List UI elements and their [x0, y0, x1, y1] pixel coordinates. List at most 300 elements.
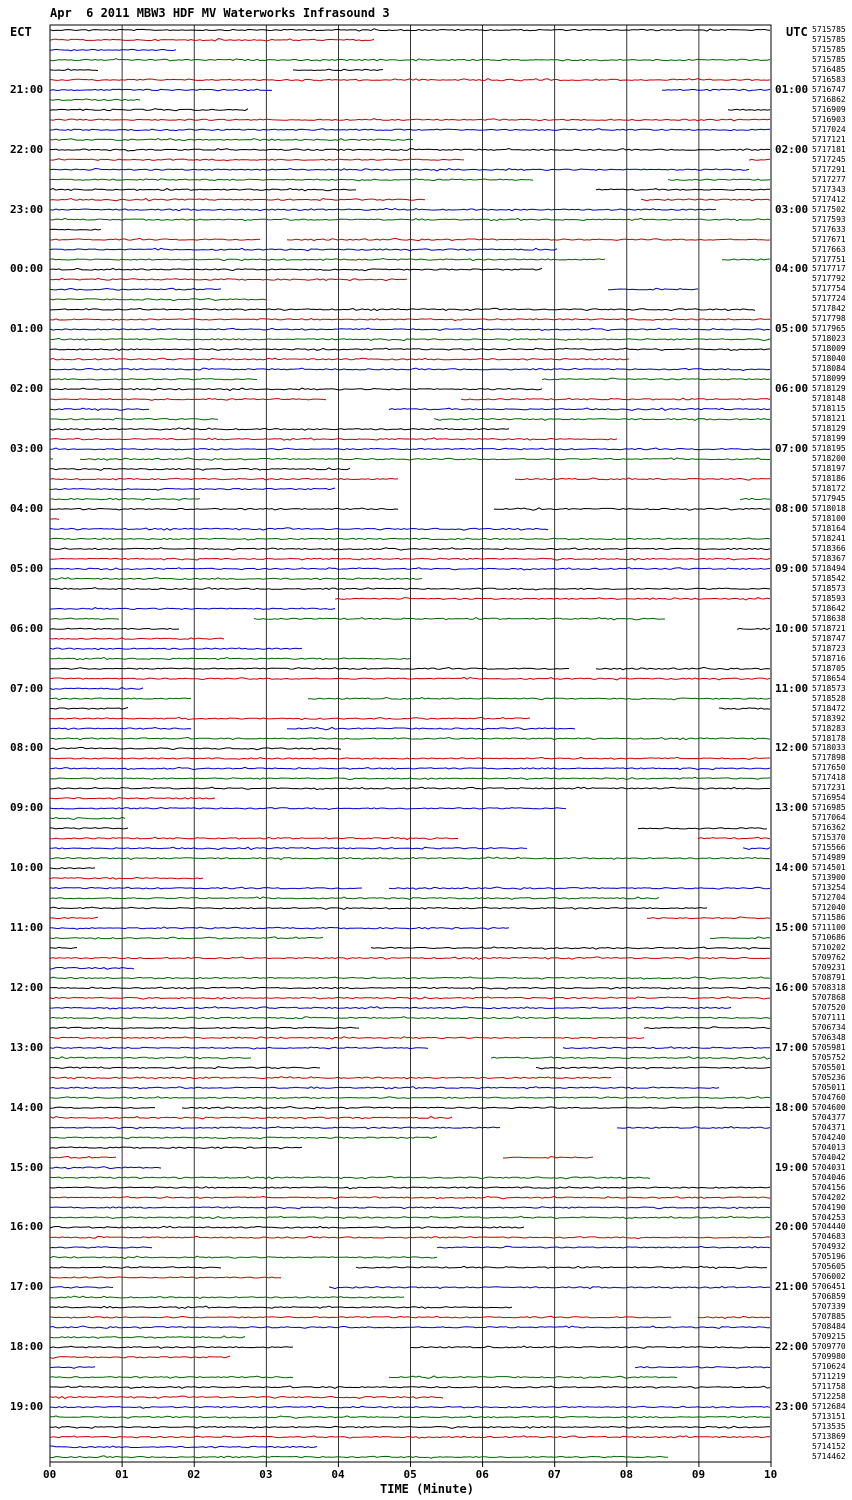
- trace-row: [50, 698, 770, 700]
- row-value: 5717121: [812, 134, 846, 144]
- trace-row: [50, 199, 770, 201]
- left-time-label: 18:00: [10, 1340, 44, 1354]
- row-value: 5706859: [812, 1292, 846, 1302]
- row-value: 5705011: [812, 1082, 846, 1092]
- left-time-label: 03:00: [10, 442, 44, 456]
- row-value: 5704046: [812, 1172, 846, 1182]
- row-value: 5705501: [812, 1062, 846, 1072]
- right-time-label: 02:00: [775, 142, 809, 156]
- trace-row: [50, 837, 770, 839]
- trace-row: [50, 418, 770, 420]
- left-time-label: 00:00: [10, 262, 44, 276]
- trace-row: [50, 1426, 770, 1428]
- row-value: 5718721: [812, 623, 846, 633]
- trace-row: [50, 987, 770, 989]
- row-value: 5718199: [812, 434, 846, 444]
- trace-row: [50, 777, 770, 779]
- trace-row: [50, 747, 341, 749]
- x-tick-label: 06: [475, 1468, 489, 1481]
- row-value: 5717792: [812, 274, 846, 284]
- row-value: 5717898: [812, 753, 846, 763]
- row-value: 5718148: [812, 394, 846, 404]
- trace-row: [50, 1216, 770, 1218]
- row-value: 5712704: [812, 893, 846, 903]
- row-value: 5716485: [812, 64, 846, 74]
- trace-row: [50, 817, 125, 819]
- trace-row: [50, 528, 548, 530]
- row-value: 5714152: [812, 1442, 846, 1452]
- trace-row: [50, 1236, 770, 1238]
- row-value: 5708791: [812, 973, 846, 982]
- row-value: 5704202: [812, 1192, 846, 1202]
- row-value: 5705605: [812, 1262, 846, 1272]
- row-value: 5714462: [812, 1452, 846, 1461]
- trace-row: [50, 1017, 770, 1019]
- trace-row: [50, 1097, 770, 1099]
- trace-row: [50, 917, 770, 919]
- row-value: 5718573: [812, 683, 846, 693]
- left-time-label: 02:00: [10, 382, 44, 396]
- row-value: 5718018: [812, 503, 846, 513]
- row-value: 5704190: [812, 1202, 846, 1212]
- left-timezone-label: ECT: [10, 25, 32, 39]
- trace-row: [50, 1067, 770, 1069]
- trace-row: [50, 727, 575, 730]
- trace-row: [50, 877, 203, 879]
- row-value: 5718100: [812, 513, 846, 523]
- x-tick-label: 00: [43, 1468, 57, 1481]
- trace-row: [50, 538, 770, 540]
- trace-row: [50, 59, 770, 61]
- trace-row: [50, 268, 542, 270]
- row-value: 5715785: [812, 34, 846, 44]
- trace-row: [50, 828, 767, 829]
- trace-row: [50, 378, 770, 380]
- row-value: 5718367: [812, 553, 846, 563]
- trace-row: [50, 1117, 452, 1119]
- x-tick-label: 10: [764, 1468, 778, 1481]
- row-value: 5708318: [812, 982, 846, 992]
- trace-row: [50, 558, 770, 560]
- trace-row: [50, 1326, 770, 1329]
- row-value: 5709770: [812, 1342, 846, 1352]
- row-value: 5705752: [812, 1052, 846, 1062]
- row-value: 5716862: [812, 94, 846, 104]
- row-value: 5706451: [812, 1282, 846, 1292]
- row-value: 5718638: [812, 613, 846, 623]
- trace-row: [50, 498, 770, 500]
- left-time-label: 11:00: [10, 921, 44, 935]
- trace-row: [50, 1406, 770, 1408]
- row-value: 5704371: [812, 1122, 846, 1132]
- left-time-label: 22:00: [10, 142, 44, 156]
- trace-row: [335, 598, 770, 600]
- left-time-label: 05:00: [10, 561, 44, 575]
- x-tick-label: 01: [115, 1468, 129, 1481]
- right-time-label: 22:00: [775, 1340, 809, 1354]
- row-value: 5711100: [812, 923, 846, 933]
- left-time-label: 21:00: [10, 82, 44, 96]
- trace-row: [50, 288, 698, 290]
- row-value: 5705196: [812, 1252, 846, 1262]
- trace-row: [50, 578, 422, 580]
- x-tick-label: 02: [187, 1468, 201, 1481]
- right-time-label: 18:00: [775, 1100, 809, 1114]
- trace-row: [50, 957, 770, 959]
- row-value: 5704042: [812, 1152, 846, 1162]
- trace-row: [50, 299, 266, 301]
- trace-row: [50, 667, 770, 669]
- x-tick-label: 08: [619, 1468, 634, 1481]
- trace-row: [50, 1336, 245, 1338]
- trace-row: [50, 338, 770, 340]
- trace-row: [50, 1446, 317, 1448]
- trace-row: [50, 588, 770, 590]
- trace-row: [50, 907, 707, 909]
- row-value: 5707868: [812, 992, 846, 1002]
- trace-row: [50, 1226, 524, 1228]
- trace-row: [50, 968, 134, 970]
- trace-row: [50, 49, 176, 50]
- trace-row: [50, 1246, 770, 1248]
- left-time-label: 23:00: [10, 202, 44, 216]
- left-time-label: 04:00: [10, 501, 44, 515]
- right-time-label: 10:00: [775, 621, 809, 635]
- row-value: 5711586: [812, 913, 846, 923]
- trace-row: [50, 1346, 770, 1348]
- row-value: 5704600: [812, 1102, 846, 1112]
- left-time-label: 16:00: [10, 1220, 44, 1234]
- row-value: 5707885: [812, 1312, 846, 1322]
- right-time-label: 14:00: [775, 861, 809, 875]
- trace-row: [50, 1456, 668, 1458]
- row-value: 5718472: [812, 703, 846, 713]
- row-value: 5717245: [812, 154, 846, 164]
- trace-row: [50, 548, 770, 550]
- row-value: 5718172: [812, 484, 846, 494]
- row-value: 5717418: [812, 773, 846, 783]
- row-value: 5706734: [812, 1022, 846, 1032]
- row-value: 5714501: [812, 863, 846, 873]
- right-time-label: 05:00: [775, 322, 809, 336]
- row-value: 5718040: [812, 354, 846, 364]
- trace-row: [50, 488, 335, 490]
- right-time-label: 12:00: [775, 741, 809, 755]
- row-value: 5715566: [812, 843, 846, 853]
- row-value: 5718716: [812, 653, 846, 663]
- row-value: 5718283: [812, 723, 846, 733]
- trace-row: [50, 1057, 770, 1059]
- row-value: 5717724: [812, 294, 846, 304]
- row-value: 5713869: [812, 1432, 846, 1442]
- row-value: 5717181: [812, 144, 846, 154]
- trace-row: [50, 159, 770, 161]
- trace-row: [50, 119, 770, 121]
- row-value: 5718009: [812, 344, 846, 354]
- right-time-label: 06:00: [775, 382, 809, 396]
- trace-row: [50, 1007, 731, 1009]
- trace-row: [50, 608, 335, 610]
- trace-row: [50, 149, 770, 152]
- row-value: 5718084: [812, 364, 846, 374]
- trace-row: [50, 248, 557, 251]
- trace-row: [50, 1287, 770, 1289]
- trace-row: [50, 1196, 770, 1198]
- x-tick-label: 04: [331, 1468, 345, 1481]
- trace-row: [50, 319, 770, 321]
- trace-row: [50, 708, 770, 710]
- trace-row: [50, 278, 407, 280]
- trace-row: [50, 1396, 443, 1398]
- trace-row: [50, 618, 665, 620]
- trace-row: [50, 997, 770, 999]
- row-value: 5705981: [812, 1042, 846, 1052]
- trace-row: [50, 847, 770, 849]
- row-value: 5704683: [812, 1232, 846, 1242]
- trace-row: [50, 478, 770, 480]
- row-value: 5716583: [812, 74, 846, 84]
- row-value: 5717064: [812, 813, 846, 823]
- x-tick-label: 03: [259, 1468, 273, 1481]
- right-timezone-label: UTC: [786, 25, 808, 39]
- row-value: 5717717: [812, 264, 846, 274]
- trace-row: [50, 657, 410, 659]
- row-value: 5717231: [812, 783, 846, 793]
- row-value: 5718723: [812, 643, 846, 653]
- trace-row: [50, 687, 143, 689]
- right-time-label: 13:00: [775, 801, 809, 815]
- trace-row: [50, 947, 770, 949]
- row-value: 5707339: [812, 1302, 846, 1312]
- trace-row: [50, 1187, 770, 1189]
- left-time-label: 19:00: [10, 1400, 44, 1414]
- trace-row: [50, 897, 659, 900]
- trace-row: [50, 368, 770, 370]
- row-value: 5717650: [812, 763, 846, 773]
- trace-row: [50, 259, 770, 261]
- trace-row: [50, 398, 770, 400]
- row-value: 5709980: [812, 1352, 846, 1362]
- row-value: 5708484: [812, 1322, 846, 1332]
- right-time-label: 16:00: [775, 980, 809, 994]
- row-value: 5707520: [812, 1002, 846, 1012]
- row-value: 5718392: [812, 713, 846, 723]
- row-value: 5704156: [812, 1182, 846, 1192]
- right-time-label: 09:00: [775, 561, 809, 575]
- trace-row: [50, 927, 509, 929]
- row-value: 5715785: [812, 24, 846, 34]
- row-value: 5712684: [812, 1402, 846, 1412]
- trace-row: [50, 1436, 770, 1438]
- trace-row: [50, 568, 770, 570]
- left-time-label: 01:00: [10, 322, 44, 336]
- trace-row: [50, 519, 59, 520]
- row-value: 5716909: [812, 104, 846, 114]
- row-value: 5718129: [812, 384, 846, 394]
- row-value: 5713535: [812, 1422, 846, 1432]
- row-value: 5717343: [812, 184, 846, 194]
- trace-row: [50, 448, 770, 450]
- x-tick-label: 07: [547, 1468, 561, 1481]
- row-value: 5704031: [812, 1162, 846, 1172]
- trace-row: [50, 1077, 611, 1079]
- row-value: 5718121: [812, 414, 846, 424]
- row-value: 5711219: [812, 1372, 846, 1382]
- x-tick-label: 05: [403, 1468, 417, 1481]
- right-time-label: 04:00: [775, 262, 809, 276]
- trace-row: [50, 29, 770, 31]
- row-value: 5706348: [812, 1032, 846, 1042]
- trace-row: [50, 977, 770, 979]
- row-value: 5718747: [812, 633, 846, 643]
- trace-row: [50, 737, 770, 739]
- row-value: 5709762: [812, 953, 846, 963]
- trace-row: [50, 89, 770, 91]
- row-value: 5710686: [812, 933, 846, 943]
- row-value: 5718200: [812, 454, 846, 464]
- right-time-label: 03:00: [775, 202, 809, 216]
- trace-row: [50, 458, 770, 460]
- trace-row: [50, 229, 101, 230]
- trace-row: [50, 169, 749, 171]
- row-value: 5704932: [812, 1242, 846, 1252]
- right-time-label: 01:00: [775, 82, 809, 96]
- trace-row: [50, 638, 224, 640]
- left-time-label: 08:00: [10, 741, 44, 755]
- trace-row: [50, 628, 770, 630]
- row-value: 5717412: [812, 194, 846, 204]
- row-value: 5717754: [812, 284, 846, 294]
- row-value: 5717663: [812, 244, 846, 254]
- trace-row: [50, 767, 770, 769]
- trace-row: [50, 648, 302, 650]
- row-value: 5718099: [812, 374, 846, 384]
- x-axis-label: TIME (Minute): [380, 1482, 474, 1496]
- row-value: 5718654: [812, 673, 846, 683]
- row-value: 5718573: [812, 583, 846, 593]
- row-value: 5717751: [812, 254, 846, 264]
- trace-row: [50, 1027, 770, 1029]
- row-value: 5709231: [812, 963, 846, 973]
- trace-row: [50, 388, 542, 390]
- row-value: 5704760: [812, 1092, 846, 1102]
- row-value: 5717502: [812, 204, 846, 214]
- row-value: 5705236: [812, 1072, 846, 1082]
- row-value: 5718178: [812, 733, 846, 743]
- row-value: 5718366: [812, 543, 846, 553]
- trace-row: [50, 1316, 770, 1318]
- trace-row: [50, 787, 770, 789]
- row-value: 5715785: [812, 54, 846, 64]
- trace-row: [50, 438, 617, 440]
- row-value: 5709215: [812, 1332, 846, 1342]
- left-time-label: 10:00: [10, 861, 44, 875]
- trace-row: [50, 79, 770, 82]
- trace-row: [50, 408, 770, 410]
- row-value: 5717965: [812, 324, 846, 334]
- trace-row: [50, 328, 770, 330]
- trace-row: [50, 1296, 404, 1298]
- row-value: 5718197: [812, 464, 846, 474]
- right-time-label: 19:00: [775, 1160, 809, 1174]
- row-value: 5713254: [812, 883, 846, 893]
- right-time-label: 15:00: [775, 921, 809, 935]
- trace-row: [50, 1376, 677, 1378]
- trace-row: [50, 1167, 161, 1169]
- row-value: 5718494: [812, 563, 846, 573]
- trace-row: [50, 218, 770, 220]
- row-value: 5717291: [812, 164, 846, 174]
- trace-row: [50, 1147, 302, 1149]
- left-time-label: 15:00: [10, 1160, 44, 1174]
- row-value: 5718241: [812, 533, 846, 543]
- row-value: 5718129: [812, 424, 846, 434]
- row-value: 5704253: [812, 1212, 846, 1222]
- row-value: 5717842: [812, 304, 846, 314]
- row-value: 5704440: [812, 1222, 846, 1232]
- row-value: 5716362: [812, 823, 846, 833]
- trace-row: [50, 139, 413, 141]
- row-value: 5718195: [812, 444, 846, 454]
- trace-row: [50, 468, 350, 471]
- left-time-label: 09:00: [10, 801, 44, 815]
- row-value: 5713151: [812, 1412, 846, 1422]
- row-value: 5715785: [812, 44, 846, 54]
- row-value: 5707111: [812, 1012, 846, 1022]
- row-value: 5718542: [812, 573, 846, 583]
- trace-row: [50, 1356, 230, 1358]
- right-time-label: 23:00: [775, 1400, 809, 1414]
- row-value: 5711758: [812, 1382, 846, 1392]
- row-value: 5714989: [812, 853, 846, 863]
- row-value: 5704377: [812, 1112, 846, 1122]
- trace-row: [50, 757, 770, 759]
- row-value: 5716954: [812, 793, 846, 803]
- row-value: 5712258: [812, 1392, 846, 1402]
- trace-row: [50, 39, 374, 41]
- chart-title: Apr 6 2011 MBW3 HDF MV Waterworks Infrasound 3: [50, 6, 390, 20]
- left-time-label: 13:00: [10, 1040, 44, 1054]
- left-time-label: 07:00: [10, 681, 44, 695]
- trace-row: [50, 179, 770, 181]
- trace-row: [50, 348, 770, 350]
- trace-row: [50, 189, 770, 191]
- trace-row: [50, 1256, 437, 1258]
- trace-row: [50, 937, 770, 939]
- row-value: 5713900: [812, 873, 846, 883]
- trace-row: [50, 1277, 281, 1279]
- row-value: 5716903: [812, 114, 846, 124]
- trace-row: [50, 238, 770, 240]
- trace-row: [50, 1177, 650, 1179]
- row-value: 5718023: [812, 334, 846, 344]
- right-time-label: 20:00: [775, 1220, 809, 1234]
- row-value: 5704240: [812, 1132, 846, 1142]
- row-value: 5718705: [812, 663, 846, 673]
- row-value: 5716747: [812, 84, 846, 94]
- trace-row: [50, 208, 716, 210]
- right-time-label: 17:00: [775, 1040, 809, 1054]
- trace-row: [50, 868, 95, 869]
- trace-row: [50, 1386, 770, 1388]
- row-value: 5718593: [812, 593, 846, 603]
- left-time-label: 14:00: [10, 1100, 44, 1114]
- row-value: 5717945: [812, 494, 846, 503]
- row-value: 5710202: [812, 943, 846, 953]
- row-value: 5718164: [812, 523, 846, 533]
- trace-row: [50, 887, 770, 889]
- trace-row: [50, 69, 383, 71]
